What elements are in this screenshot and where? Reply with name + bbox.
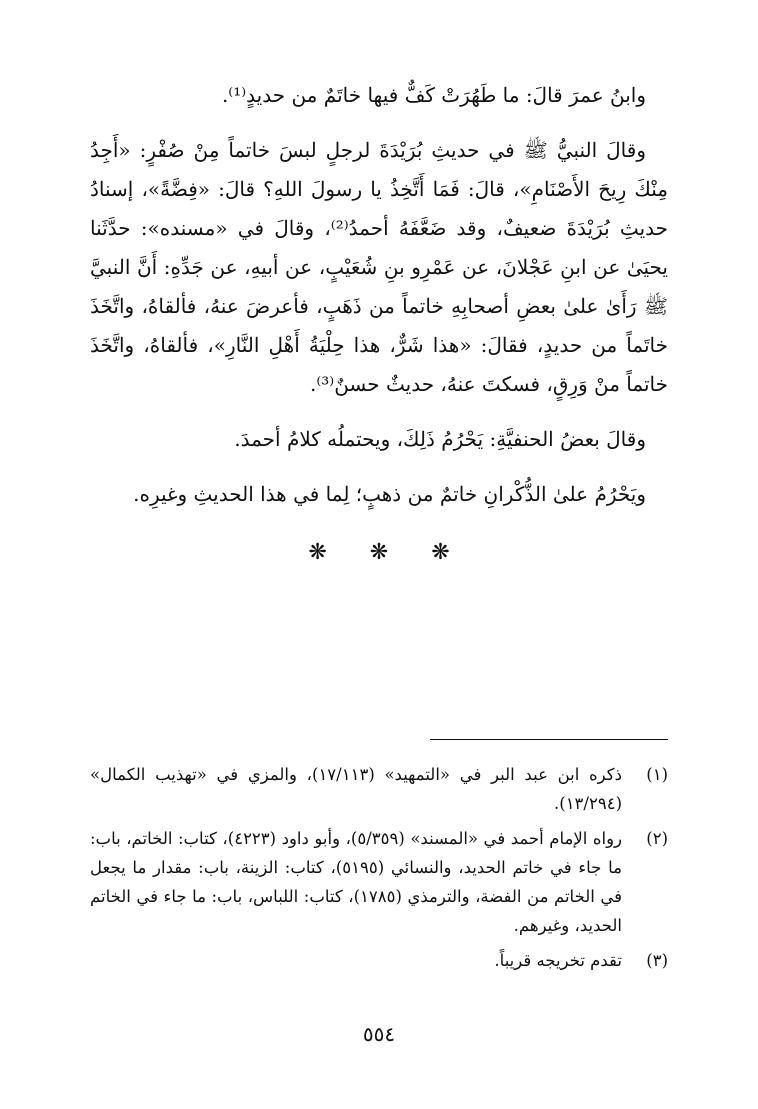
paragraph-buraydah-hadith: وقالَ النبيُّ ﷺ في حديثِ بُرَيْدَةَ لرجلٍ لبسَ خاتماً مِنْ صُفْرٍ: «أَجِدُ مِنْكَ رِيحَ الأَصْنَامِ»، قالَ: فَمَا أَتَّخِذُ يا رسولَ اللهِ؟ قالَ: «فِضَّةً»، إسنادُ حديثِ بُرَيْدَةَ ضعيفٌ، وقد ضَعَّفَهُ أحمدُ⁽²⁾، وقالَ في «مسنده»: حدَّثَنا يحيَىٰ عن ابنِ عَجْلانَ، عن عَمْرِو بنِ شُعَيْبٍ، عن أبيهِ، عن جَدِّهِ: أَنَّ النبيَّ ﷺ رَأَىٰ علىٰ بعضِ أصحابِهِ خاتماً من ذَهَبٍ، فأعرضَ عنهُ، فألقاهُ، واتَّخَذَ خاتَماً من حديدٍ، فقالَ: «هذا شَرٌّ، هذا حِلْيَةُ أَهْلِ النَّارِ»، فألقاهُ، واتَّخَذَ خاتماً منْ وَرِقٍ، فسكتَ عنهُ، حديثٌ حسنٌ⁽³⁾. [90, 138, 668, 396]
paragraph-gold-ring-ruling: ويَحْرُمُ علىٰ الذُّكْرانِ خاتمٌ من ذهبٍ؛ لِما في هذا الحديثِ وغيرِه. [133, 482, 646, 506]
footnote-number: (٢) [646, 829, 668, 848]
paragraph-ibn-umar: وابنُ عمرَ قالَ: ما طَهُرَتْ كَفٌّ فيها خاتَمٌ من حديدٍ⁽¹⁾. [221, 83, 646, 107]
star-ornament-icon: ❋ [431, 540, 450, 565]
footnote-number: (١) [646, 765, 668, 784]
main-text [90, 76, 668, 530]
footnote-text: رواه الإمام أحمد في «المسند» (٥/٣٥٩)، وأبو داود (٤٢٢٣)، كتاب: الخاتم، باب: ما جاء في خاتم الحديد، والنسائي (٥١٩٥)، كتاب: الزينة، باب: مقدار ما يجعل في الخاتم من الفضة، والترمذي (١٧٨٥)، كتاب: اللباس، باب: ما جاء في الخاتم الحديد، وغيرهم. [90, 829, 623, 935]
footnote-text: ذكره ابن عبد البر في «التمهيد» (١٧/١١٣)، والمزي في «تهذيب الكمال» (١٣/٢٩٤). [90, 765, 622, 813]
footnote-text: تقدم تخريجه قريباً. [494, 951, 622, 970]
footnote-item [90, 824, 668, 940]
footnotes [90, 760, 668, 981]
paragraph-hanafiyya: وقالَ بعضُ الحنفيَّةِ: يَحْرُمُ ذَلِكَ، ويحتملُه كلامُ أحمدَ. [234, 427, 646, 451]
footnote-divider [430, 739, 668, 740]
star-ornament-icon: ❋ [308, 540, 327, 565]
star-ornament-icon: ❋ [369, 540, 389, 565]
footnote-number: (٣) [646, 951, 668, 970]
footnote-item [90, 946, 668, 975]
footnote-item [90, 760, 668, 818]
section-separator [0, 540, 758, 565]
page-number: ٥٥٤ [362, 1022, 396, 1046]
